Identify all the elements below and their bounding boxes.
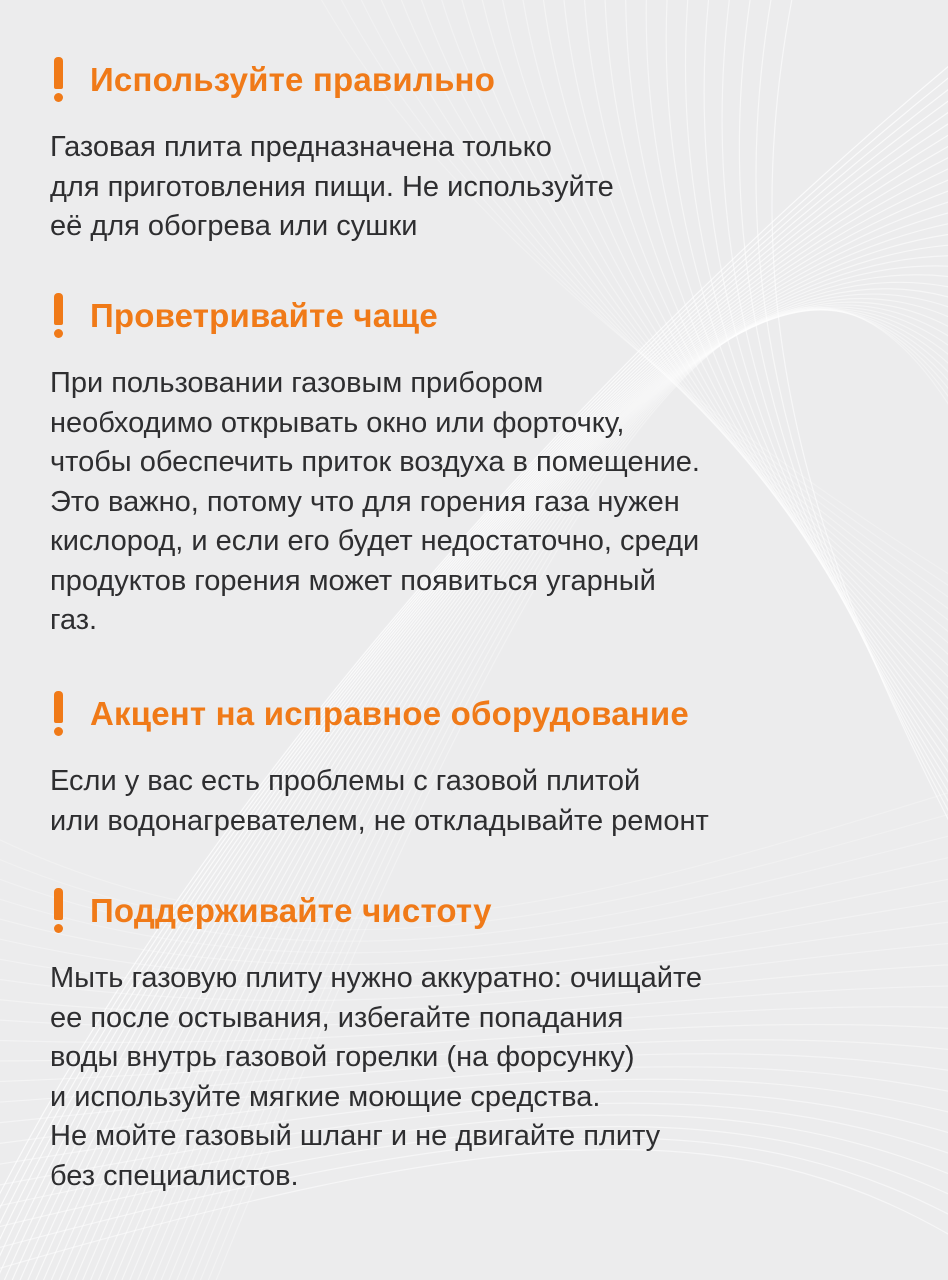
section-heading — [48, 54, 928, 106]
text-line: или водонагревателем, не откладывайте ремонт — [50, 804, 709, 837]
text-line: её для обогрева или сушки — [50, 210, 418, 242]
section-text — [50, 959, 928, 1196]
text-line: для приготовления пищи. Не используйте — [50, 170, 614, 203]
text-line: чтобы обеспечить приток воздуха в помещение. — [50, 446, 700, 478]
exclamation-icon — [48, 291, 70, 341]
text-line: При пользовании газовым прибором — [50, 367, 544, 399]
text-line: необходимо открывать окно или форточку, — [50, 406, 625, 439]
text-line: кислород, и если его будет недостаточно, среди — [50, 525, 700, 557]
section-text — [50, 128, 928, 247]
text-line: Если у вас есть проблемы с газовой плитой — [50, 765, 641, 797]
section-title: Проветривайте чаще — [90, 297, 438, 334]
section-title: Акцент на исправное оборудование — [90, 695, 689, 732]
text-line: продуктов горения может появиться угарный — [50, 564, 656, 597]
section-text — [50, 762, 928, 841]
section-title: Используйте правильно — [90, 61, 496, 98]
section-equipment — [48, 688, 928, 841]
text-line: Это важно, потому что для горения газа нужен — [50, 485, 680, 518]
exclamation-icon — [48, 689, 70, 739]
section-ventilate — [48, 290, 928, 641]
section-title: Поддерживайте чистоту — [90, 892, 492, 929]
text-line: Газовая плита предназначена только — [50, 131, 552, 163]
text-line: ее после остывания, избегайте попадания — [50, 1001, 624, 1034]
section-text — [50, 364, 928, 641]
text-line: воды внутрь газовой горелки (на форсунку) — [50, 1041, 635, 1073]
exclamation-icon — [48, 55, 70, 105]
text-line: Не мойте газовый шланг и не двигайте плиту — [50, 1120, 661, 1152]
section-use-correctly — [48, 54, 928, 247]
text-line: и используйте мягкие моющие средства. — [50, 1080, 601, 1113]
exclamation-icon — [48, 886, 70, 936]
text-line: Мыть газовую плиту нужно аккуратно: очищайте — [50, 962, 703, 994]
section-heading — [48, 688, 928, 740]
text-line: без специалистов. — [50, 1159, 299, 1192]
text-line: газ. — [50, 604, 98, 636]
section-heading — [48, 290, 928, 342]
section-cleanliness — [48, 885, 928, 1196]
section-heading — [48, 885, 928, 937]
